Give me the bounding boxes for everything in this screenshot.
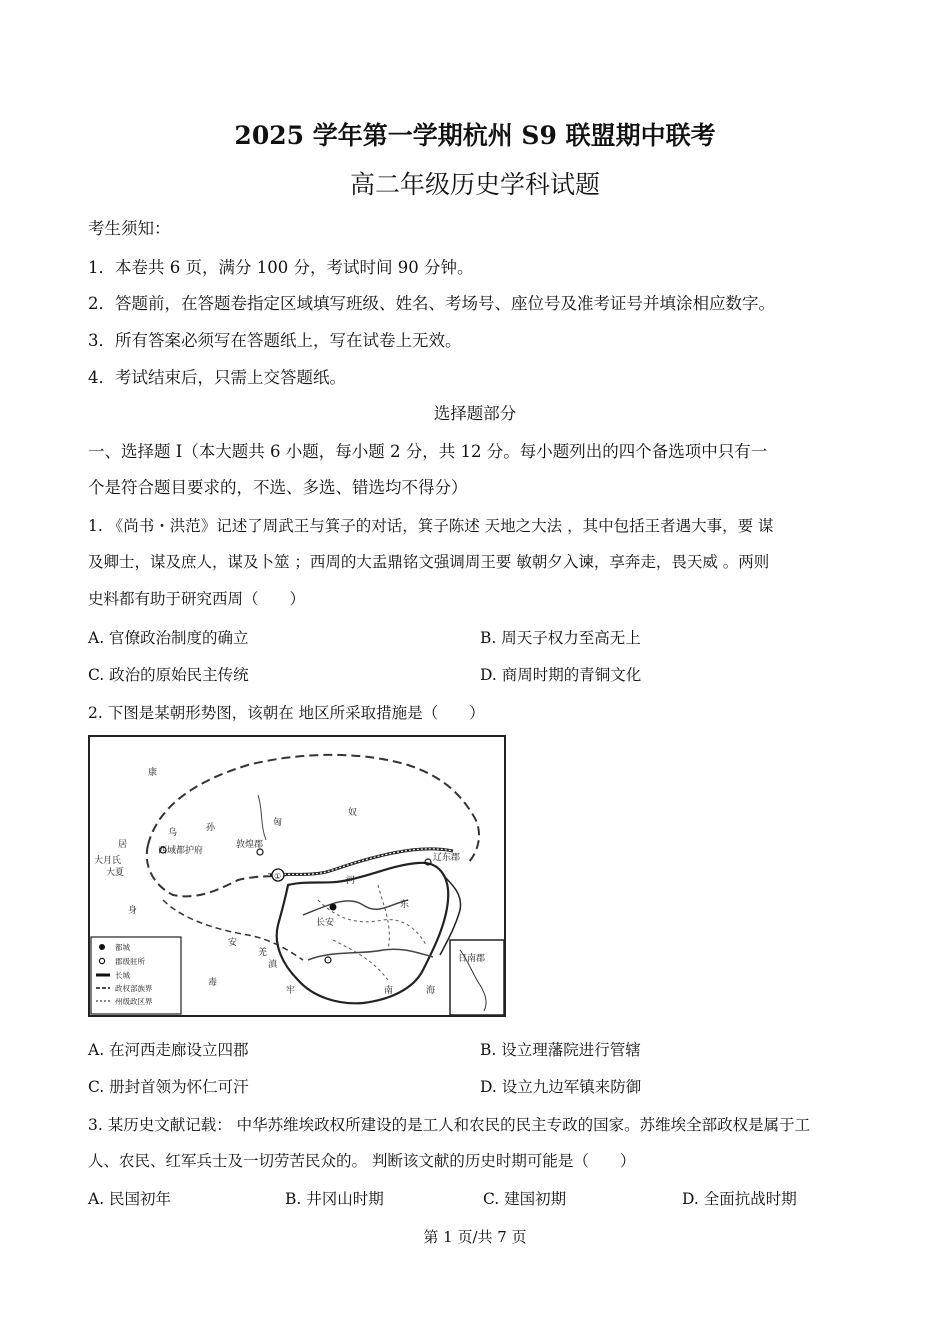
map-label-dong: 东 bbox=[400, 900, 410, 910]
map-label-nu: 奴 bbox=[348, 808, 358, 818]
map-label-marker-1: ① bbox=[274, 872, 282, 881]
map-label-qiang: 羌 bbox=[258, 948, 268, 958]
question-2-option-a: A. 在河西走廊设立四郡 bbox=[88, 1041, 249, 1059]
map-label-wu: 乌 bbox=[168, 828, 178, 838]
map-label-daxia: 大夏 bbox=[106, 868, 125, 878]
question-1-option-d: D. 商周时期的青铜文化 bbox=[480, 666, 642, 684]
question-2-option-c: C. 册封首领为怀仁可汗 bbox=[88, 1078, 249, 1096]
notice-item-4: 4．考试结束后，只需上交答题纸。 bbox=[88, 368, 346, 387]
question-1-option-a: A. 官僚政治制度的确立 bbox=[88, 629, 249, 647]
question-1-line-3: 史料都有助于研究西周（ ） bbox=[88, 590, 306, 608]
question-3-option-d: D. 全面抗战时期 bbox=[682, 1190, 797, 1208]
exam-title: 2025 学年第一学期杭州 S9 联盟期中联考 bbox=[234, 121, 716, 150]
map-label-xiyu: 西域都护府 bbox=[158, 846, 204, 856]
section-instruction-line2: 个是符合题目要求的，不选、多选、错选均不得分） bbox=[88, 478, 468, 497]
map-label-ju: 居 bbox=[118, 840, 128, 850]
question-2-option-d: D. 设立九边军镇来防御 bbox=[480, 1078, 642, 1096]
notice-item-1: 1．本卷共 6 页，满分 100 分，考试时间 90 分钟。 bbox=[88, 258, 474, 277]
map-label-dian: 滇 bbox=[268, 960, 278, 970]
map-legend-capital: 都城 bbox=[115, 943, 130, 952]
question-1-line-2: 及卿士，谋及庶人，谋及卜筮 ；西周的大盂鼎铭文强调周王要 敏朝夕入谏，享奔走，畏天威 。两则 bbox=[88, 553, 770, 571]
map-label-yuezhi: 大月氏 bbox=[94, 856, 122, 866]
map-label-lao: 牢 bbox=[286, 986, 296, 996]
notice-item-2: 2．答题前，在答题卷指定区域填写班级、姓名、考场号、座位号及准考证号并填涂相应数字。 bbox=[88, 294, 775, 313]
map-legend-commandery: 郡级驻所 bbox=[115, 957, 145, 966]
section-instruction-line1: 一、选择题 I（本大题共 6 小题，每小题 2 分，共 12 分。每小题列出的四个备选项中只有一 bbox=[88, 442, 768, 461]
exam-subtitle: 高二年级历史学科试题 bbox=[349, 170, 600, 199]
question-3-option-b: B. 井冈山时期 bbox=[285, 1190, 384, 1208]
question-3-option-c: C. 建国初期 bbox=[483, 1190, 567, 1208]
map-legend-great-wall: 长城 bbox=[115, 971, 130, 980]
map-label-he: 河 bbox=[346, 876, 356, 886]
question-2-option-b: B. 设立理藩院进行管辖 bbox=[480, 1041, 641, 1059]
map-label-sun: 孙 bbox=[206, 823, 216, 833]
section-title: 选择题部分 bbox=[433, 404, 517, 423]
map-label-dunhuang: 敦煌郡 bbox=[236, 840, 264, 850]
question-3-line-2: 人、农民、红军兵士及一切劳苦民众的。 判断该文献的历史时期可能是（ ） bbox=[88, 1152, 636, 1170]
map-label-shen: 身 bbox=[128, 906, 138, 916]
map-label-hai: 海 bbox=[426, 986, 436, 996]
map-label-du: 毒 bbox=[208, 978, 218, 988]
page-footer: 第 1 页/共 7 页 bbox=[423, 1228, 527, 1246]
map-label-rinan: 日南郡 bbox=[458, 954, 486, 964]
map-label-liaodong: 辽东郡 bbox=[433, 853, 461, 863]
map-label-kang: 康 bbox=[148, 768, 158, 778]
question-1-line-1: 1. 《尚书・洪范》记述了周武王与箕子的对话，箕子陈述 天地之大法 ，其中包括王者遇大事，要 谋 bbox=[88, 517, 774, 535]
han-dynasty-map bbox=[88, 735, 506, 1017]
map-label-xun: 匈 bbox=[273, 818, 283, 828]
map-label-nan: 南 bbox=[384, 986, 394, 996]
question-1-option-c: C. 政治的原始民主传统 bbox=[88, 666, 249, 684]
map-label-changan: 长安 bbox=[316, 918, 335, 928]
map-legend-regime-boundary: 政权部族界 bbox=[115, 984, 153, 993]
question-3-line-1: 3. 某历史文献记载： 中华苏维埃政权所建设的是工人和农民的民主专政的国家。苏维埃全部政权是属于工 bbox=[88, 1116, 811, 1134]
notice-heading: 考生须知： bbox=[88, 219, 171, 238]
notice-item-3: 3．所有答案必须写在答题纸上，写在试卷上无效。 bbox=[88, 331, 462, 350]
question-1-option-b: B. 周天子权力至高无上 bbox=[480, 629, 641, 647]
map-legend-province-boundary: 州级政区界 bbox=[115, 997, 153, 1006]
question-2-line-1: 2. 下图是某朝形势图，该朝在 地区所采取措施是（ ） bbox=[88, 704, 485, 722]
question-3-option-a: A. 民国初年 bbox=[88, 1190, 172, 1208]
map-label-an: 安 bbox=[228, 938, 238, 948]
